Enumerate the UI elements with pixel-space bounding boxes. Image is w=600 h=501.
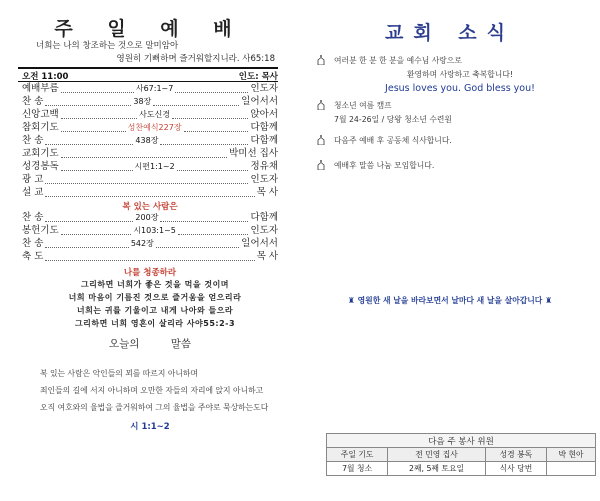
church-icon xyxy=(316,55,326,65)
order-row xyxy=(22,135,278,147)
news-line: 예배후 말씀 나눔 모임합니다. xyxy=(334,161,435,170)
sermon-title-word-2: 말씀 xyxy=(170,338,192,350)
order-item-leader: 목 사 xyxy=(256,251,278,262)
news-item-camp xyxy=(316,99,586,127)
order-item-name: 신앙고백 xyxy=(22,109,59,120)
order-item-leader: 일어서서 xyxy=(241,238,278,249)
epigraph-line-2: 영원히 기뻐하며 즐거워할지니라. 사65:18 xyxy=(116,54,275,64)
dot-leader xyxy=(61,112,137,119)
scripture-line: 복 있는 사람은 악인들의 꾀를 따르지 아니하며 xyxy=(40,369,198,378)
news-line: 청소년 여름 캠프 xyxy=(334,101,392,110)
verse-line: 너희는 귀를 기울이고 내게 나아와 들으라 xyxy=(76,306,234,315)
order-row xyxy=(22,161,278,173)
order-item-content: 542장 xyxy=(130,239,154,248)
order-item-leader: 다함께 xyxy=(250,135,278,146)
duty-cell: 성경 봉독 xyxy=(485,448,546,462)
scripture-reference: 시 1:1~2 xyxy=(130,422,170,432)
duty-cell: 전 민영 집사 xyxy=(388,448,486,462)
dot-leader xyxy=(45,241,128,248)
news-english: Jesus loves you. God bless you! xyxy=(385,83,535,94)
news-title: 교회 소식 xyxy=(384,22,516,44)
order-item-leader: 다함께 xyxy=(250,212,278,223)
listen-heading: 나를 청종하라 xyxy=(123,268,177,278)
scripture-line: 오직 여호와의 율법을 즐거워하여 그의 율법을 주야로 묵상하는도다 xyxy=(40,403,269,412)
slogan-text: 영원한 새 날을 바라보면서 날마다 새 날을 살아갑니다 xyxy=(357,296,543,305)
dot-leader xyxy=(45,215,133,222)
listen-verse xyxy=(30,278,280,330)
duty-cell: 7월 청소 xyxy=(327,462,388,476)
presider: 인도: 목사 xyxy=(238,72,278,82)
worship-title: 주 일 예 배 xyxy=(54,18,246,40)
duty-cell: 박 현아 xyxy=(547,448,596,462)
meta-divider xyxy=(18,81,278,82)
order-item-name: 찬 송 xyxy=(22,212,44,223)
dot-leader xyxy=(160,138,248,145)
dot-leader xyxy=(45,99,131,106)
order-row xyxy=(22,238,278,250)
church-icon xyxy=(316,160,326,170)
verse-line: 그리하면 너희 영혼이 살리라 사야55:2-3 xyxy=(74,319,236,328)
header-divider xyxy=(18,67,278,69)
epigraph xyxy=(36,40,281,66)
blessed-heading: 복 있는 사람은 xyxy=(122,202,178,212)
order-row xyxy=(22,251,278,263)
dot-leader xyxy=(61,228,132,235)
verse-line: 그리하면 너희가 좋은 것을 먹을 것이며 xyxy=(80,280,230,289)
slogan xyxy=(300,295,600,306)
duty-cell: 식사 당번 xyxy=(485,462,546,476)
duty-cell: 주일 기도 xyxy=(327,448,388,462)
dot-leader xyxy=(177,164,249,171)
news-item-meal xyxy=(316,134,586,148)
order-item-name: 예배부름 xyxy=(22,83,59,94)
order-item-name: 교회기도 xyxy=(22,148,59,159)
tower-icon: ♜ xyxy=(545,296,553,305)
order-item-leader: 인도자 xyxy=(250,174,278,185)
order-item-name: 참회기도 xyxy=(22,122,59,133)
church-icon xyxy=(316,100,326,110)
church-news-page xyxy=(300,0,600,501)
dot-leader xyxy=(45,254,254,261)
dot-leader xyxy=(61,164,133,171)
service-time: 오전 11:00 xyxy=(22,72,69,82)
order-item-name: 성경봉독 xyxy=(22,161,59,172)
order-row xyxy=(22,225,278,237)
order-row xyxy=(22,212,278,224)
order-item-leader: 인도자 xyxy=(250,225,279,236)
order-item-name: 찬 송 xyxy=(22,135,44,146)
order-item-content: 사67:1~7 xyxy=(135,84,174,93)
dot-leader xyxy=(160,215,248,222)
order-item-leader: 다함께 xyxy=(250,122,279,133)
news-line: 환영하며 사랑하고 축복합니다! xyxy=(407,70,513,79)
sermon-title-word-1: 오늘의 xyxy=(108,338,140,350)
dot-leader xyxy=(61,86,134,93)
dot-leader xyxy=(61,125,126,132)
scripture-text xyxy=(40,365,280,416)
order-item-name: 찬 송 xyxy=(22,238,44,249)
order-row xyxy=(22,148,278,160)
order-item-content: 성찬예식227장 xyxy=(127,123,182,132)
scripture-line: 죄인들의 길에 서지 아니하며 오만한 자들의 자리에 앉지 아니하고 xyxy=(40,386,264,395)
order-item-name: 축 도 xyxy=(22,251,44,262)
dot-leader xyxy=(175,86,248,93)
tower-icon: ♜ xyxy=(347,296,355,305)
dot-leader xyxy=(45,177,248,184)
order-row xyxy=(22,83,278,95)
order-row xyxy=(22,96,278,108)
order-item-leader: 일어서서 xyxy=(241,96,279,107)
order-item-name: 봉헌기도 xyxy=(22,225,59,236)
order-row xyxy=(22,122,278,134)
epigraph-line-1: 너희는 나의 창조하는 것으로 말미암아 xyxy=(36,41,179,51)
order-item-leader: 박미선 집사 xyxy=(229,148,278,159)
verse-line: 너희 마음이 기름진 것으로 즐거움을 얻으리라 xyxy=(68,293,242,302)
order-item-leader: 앉아서 xyxy=(250,109,279,120)
dot-leader xyxy=(184,125,249,132)
news-line: 7월 24-26일 / 당왕 청소년 수련원 xyxy=(334,115,452,124)
dot-leader xyxy=(153,99,239,106)
order-item-content: 38장 xyxy=(133,97,152,106)
news-item-welcome xyxy=(316,54,586,96)
order-item-leader: 정유채 xyxy=(250,161,278,172)
sermon-title xyxy=(0,336,300,351)
duty-table xyxy=(326,433,596,476)
order-item-content: 시103:1~5 xyxy=(133,226,176,235)
dot-leader xyxy=(45,190,254,197)
order-item-content: 사도신경 xyxy=(139,110,171,119)
news-item-sharing xyxy=(316,159,586,173)
church-icon xyxy=(316,135,326,145)
order-row xyxy=(22,174,278,186)
order-row xyxy=(22,187,278,199)
order-item-content: 시편1:1~2 xyxy=(134,162,175,171)
duty-cell: 2째, 5째 토요일 xyxy=(388,462,486,476)
duty-table-title: 다음 주 봉사 위원 xyxy=(327,434,596,448)
order-item-content: 200장 xyxy=(135,213,159,222)
news-line: 다음주 예배 후 공동체 식사합니다. xyxy=(334,136,452,145)
order-item-name: 설 교 xyxy=(22,187,44,198)
duty-cell xyxy=(547,462,596,476)
dot-leader xyxy=(61,151,227,158)
order-item-content: 438장 xyxy=(135,136,159,145)
order-item-name: 찬 송 xyxy=(22,96,44,107)
order-item-name: 광 고 xyxy=(22,174,44,185)
dot-leader xyxy=(156,241,239,248)
order-item-leader: 목 사 xyxy=(256,187,278,198)
dot-leader xyxy=(45,138,133,145)
order-row xyxy=(22,109,278,121)
news-line: 여러분 한 분 한 분을 예수님 사랑으로 xyxy=(334,56,462,65)
dot-leader xyxy=(172,112,248,119)
order-item-leader: 인도자 xyxy=(250,83,278,94)
dot-leader xyxy=(178,228,249,235)
